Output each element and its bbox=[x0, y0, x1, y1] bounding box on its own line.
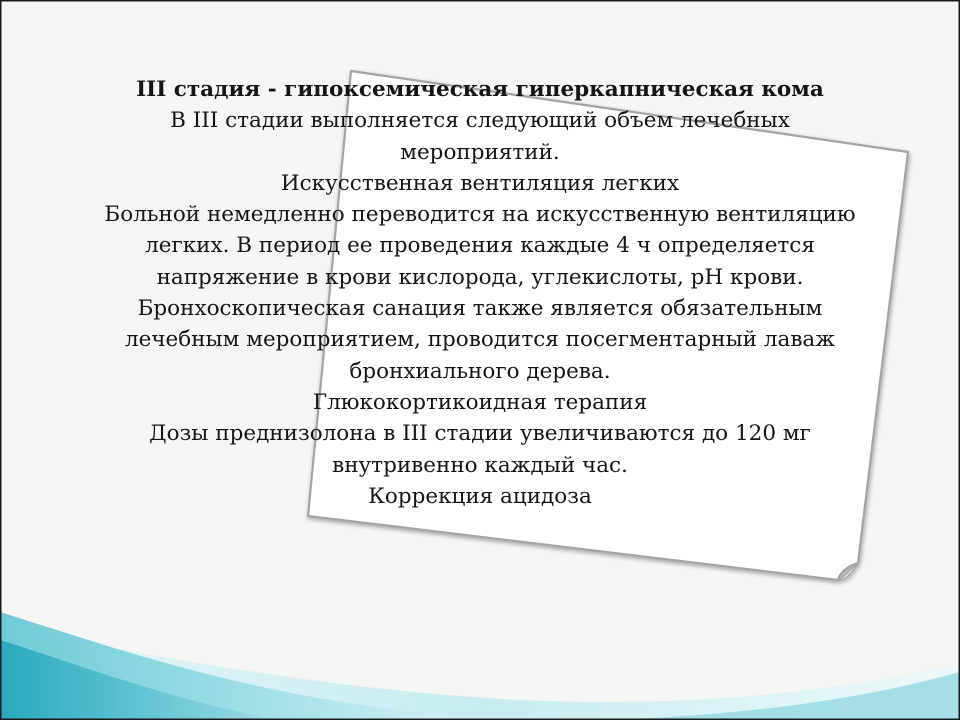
text-line-9: бронхиального дерева. bbox=[349, 358, 611, 384]
text-line-8: лечебным мероприятием, проводится посегментарный лаваж bbox=[124, 327, 836, 353]
heading-ventilation: Искусственная вентиляция легких bbox=[280, 170, 680, 196]
text-line-5: легких. В период ее проведения каждые 4 ч определяется bbox=[145, 233, 815, 259]
text-line-12: внутривенно каждый час. bbox=[332, 452, 628, 478]
text-line-1: В III стадии выполняется следующий объем лечебных bbox=[170, 108, 790, 134]
slide-title: III стадия - гипоксемическая гиперкапническая кома bbox=[136, 77, 824, 102]
heading-glucocorticoid: Глюкокортикоидная терапия bbox=[312, 389, 648, 415]
text-line-11: Дозы преднизолона в III стадии увеличиваются до 120 мг bbox=[149, 421, 811, 447]
text-line-2: мероприятий. bbox=[400, 139, 560, 165]
heading-acidosis: Коррекция ацидоза bbox=[368, 483, 592, 509]
text-line-6: напряжение в крови кислорода, углекислоты, рН крови. bbox=[156, 264, 804, 290]
text-line-4: Больной немедленно переводится на искусственную вентиляцию bbox=[104, 202, 856, 228]
text-line-7: Бронхоскопическая санация также является обязательным bbox=[137, 296, 823, 322]
slide-text bbox=[80, 74, 880, 512]
